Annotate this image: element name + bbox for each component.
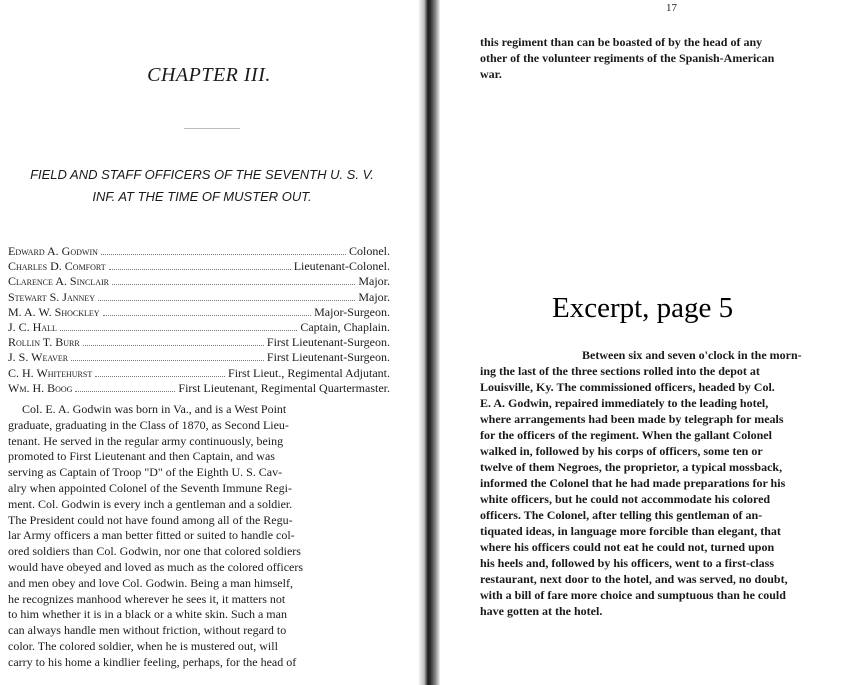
text-line: tiquated ideas, in language more forcible than elegant, that [480,524,781,538]
leader-dots [83,345,264,346]
text-line: color. The colored soldier, when he is mustered out, will [8,638,278,653]
text-line: ment. Col. Godwin is every inch a gentleman and a soldier. [8,496,293,511]
text-line: ored soldiers than Col. Godwin, nor one that colored soldiers [8,544,301,559]
leader-dots [103,315,312,316]
officer-rank: First Lieut., Regimental Adjutant. [228,365,390,380]
leader-dots [75,391,175,392]
text-line: to him whether it is in a black or a white skin. Such a man [8,607,287,622]
text-line: Louisville, Ky. The commissioned officers, headed by Col. [480,380,775,394]
roster-row [8,259,390,274]
text-line: The President could not have found among all of the Regu- [8,512,293,527]
officer-rank: Major-Surgeon. [314,304,390,319]
officer-name: Rollin T. Burr [8,335,80,350]
officer-name: Stewart S. Janney [8,289,95,304]
text-line: walked in, followed by his corps of officers, some ten or [480,444,763,458]
page-number: 17 [666,2,677,14]
roster-row [8,305,390,320]
text-line: officers. The Colonel, after telling this gentleman of an- [480,508,763,522]
roster-row [8,290,390,305]
officer-rank: Major. [358,274,390,289]
text-line: serving as Captain of Troop "D" of the Eighth U. S. Cav- [8,465,283,480]
text-line: graduate, graduating in the Class of 1870, as Second Lieu- [8,417,289,432]
text-line: white officers, but he could not accommodate his colored [480,492,771,506]
section-heading-line: FIELD AND STAFF OFFICERS OF THE SEVENTH U. S. V. [30,167,374,182]
text-line: restaurant, next door to the hotel, and was served, no doubt, [480,572,788,586]
text-line: E. A. Godwin, repaired immediately to the leading hotel, [480,396,769,410]
left-page [0,0,418,685]
officer-rank: Colonel. [349,244,390,258]
text-line: where his officers could not eat he could not, turned upon [480,540,775,554]
officer-roster [8,244,390,396]
text-line: promoted to First Lieutenant and then Captain, and was [8,449,275,464]
roster-row [8,350,390,365]
book-gutter [418,0,440,685]
officer-name: C. H. Whitehurst [8,365,93,380]
biography-paragraph [8,402,390,671]
leader-dots [101,254,346,255]
text-line: informed the Colonel that he had made preparations for his [480,476,786,490]
text-line: twelve of them Negroes, the proprietor, a typical mossback, [480,460,783,474]
roster-row [8,335,390,350]
text-line: alry when appointed Colonel of the Seventh Immune Regi- [8,480,292,495]
leader-dots [109,269,291,270]
text-line: have gotten at the hotel. [480,604,603,618]
text-line: his heels and, followed by his officers, went to a first-class [480,556,774,570]
text-line: war. [480,67,502,81]
roster-row [8,320,390,335]
roster-row [8,366,390,381]
text-line: he recognizes manhood wherever he sees it, it matters not [8,591,286,606]
text-line: carry to his home a kindlier feeling, perhaps, for the head of [8,654,297,669]
officer-name: J. S. Weaver [8,350,69,365]
title-divider [184,128,240,129]
chapter-title: CHAPTER III. [147,64,271,86]
text-line: can always handle men without friction, without regard to [8,623,287,638]
text-line: Col. E. A. Godwin was born in Va., and is a West Point [22,402,287,416]
text-line: and men obey and love Col. Godwin. Being a man himself, [8,575,293,590]
leader-dots [112,284,355,285]
officer-name: M. A. W. Shockley [8,304,100,319]
officer-name: Clarence A. Sinclair [8,274,110,289]
leader-dots [98,300,355,301]
text-line: lar Army officers a man better fitted or suited to handle col- [8,528,295,543]
officer-name: Edward A. Godwin [8,244,98,258]
roster-row [8,244,390,259]
text-line: where arrangements had been made by telegraph for meals [480,412,784,426]
officer-rank: First Lieutenant, Regimental Quartermaster. [178,380,390,395]
officer-rank: First Lieutenant-Surgeon. [266,335,390,350]
right-page [440,0,867,685]
officer-name: J. C. Hall [8,320,57,335]
roster-row [8,274,390,289]
text-line: with a bill of fare more choice and sumptuous than he could [480,588,786,602]
officer-rank: First Lieutenant-Surgeon. [266,350,390,365]
leader-dots [95,376,225,377]
text-line: would have obeyed and loved as much as the colored officers [8,559,304,574]
officer-name: Wm. H. Boog [8,380,73,395]
leader-dots [71,360,264,361]
leader-dots [60,330,297,331]
text-line: Between six and seven o'clock in the morn- [582,348,802,362]
excerpt-paragraph [480,347,864,619]
text-line: for the officers of the regiment. When the gallant Colonel [480,428,772,442]
text-line: tenant. He served in the regular army continuously, being [8,433,284,448]
officer-rank: Lieutenant-Colonel. [293,259,390,274]
continued-paragraph [480,34,864,82]
text-line: this regiment than can be boasted of by the head of any [480,35,763,49]
officer-rank: Captain, Chaplain. [300,320,390,335]
officer-rank: Major. [358,289,390,304]
section-heading-line: INF. AT THE TIME OF MUSTER OUT. [92,189,312,204]
text-line: other of the volunteer regiments of the Spanish-American [480,51,775,65]
roster-row [8,381,390,396]
excerpt-label: Excerpt, page 5 [552,292,734,324]
text-line: ing the last of the three sections rolled into the depot at [480,364,760,378]
officer-name: Charles D. Comfort [8,259,106,274]
section-heading [6,164,398,208]
